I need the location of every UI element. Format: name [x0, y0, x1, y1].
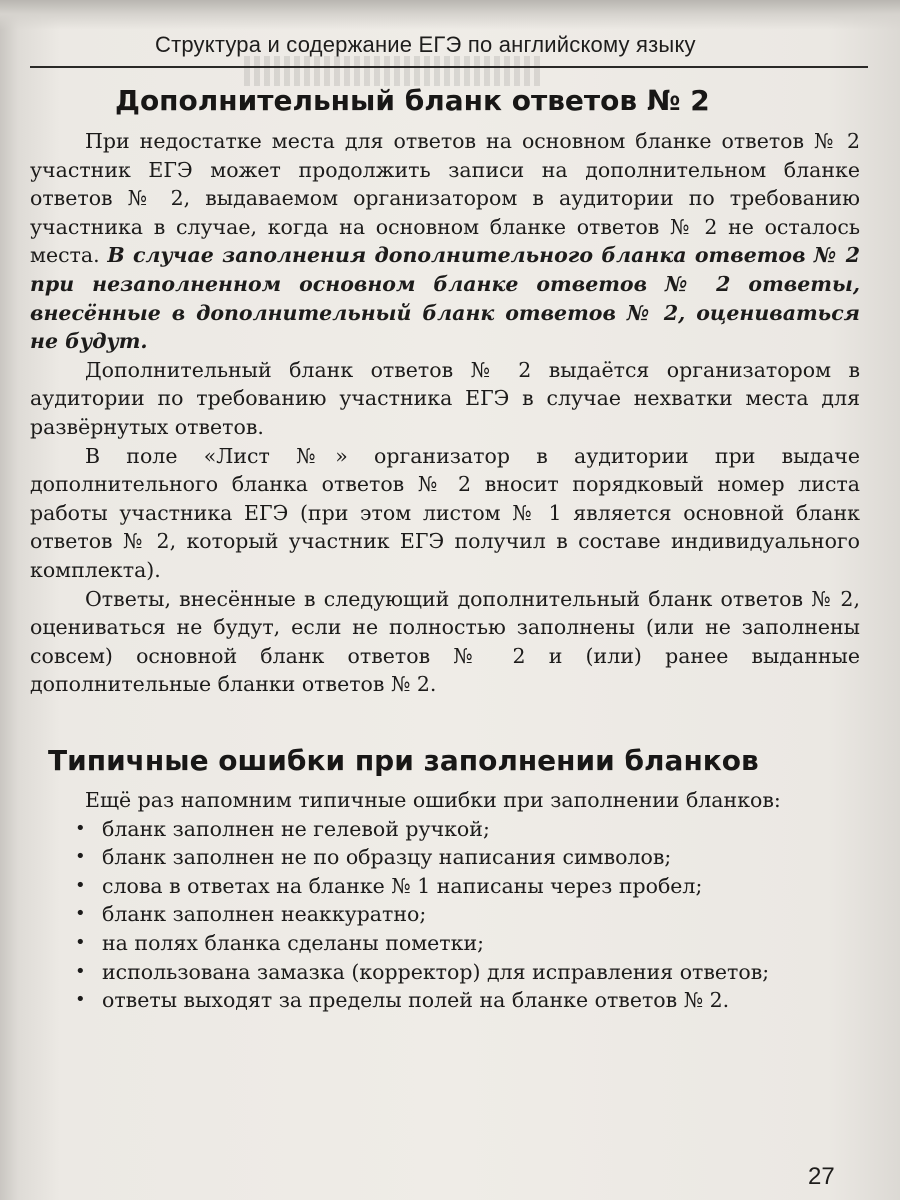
list-item-text: ответы выходят за пределы полей на бланке ответов № 2.: [102, 988, 730, 1013]
list-item-text: бланк заполнен не гелевой ручкой;: [102, 816, 490, 841]
list-item-text: слова в ответах на бланке № 1 написаны через пробел;: [102, 873, 703, 898]
bullet-icon: •: [75, 931, 86, 953]
list-item: [30, 872, 860, 901]
bullet-icon: •: [75, 903, 86, 925]
section-body-additional-form: [30, 127, 860, 699]
bullet-icon: •: [75, 874, 86, 896]
paragraph-3: В поле «Лист №» организатор в аудитории при выдаче дополнительного бланка ответов № 2 вносит порядковый номер листа работы участника ЕГЭ (при этом листом № 1 является основной бланк ответов № 2, который участник ЕГЭ получил в составе индивидуального комплекта).: [30, 443, 860, 582]
paragraph-2: Дополнительный бланк ответов № 2 выдаётся организатором в аудитории по требованию участника ЕГЭ в случае нехватки места для развёрнутых ответов.: [30, 357, 860, 439]
bullet-icon: •: [75, 817, 86, 839]
list-item: [30, 815, 860, 844]
typical-errors-block: [30, 786, 860, 1015]
header-rule: [30, 66, 868, 68]
bullet-icon: •: [75, 846, 86, 868]
list-item: [30, 986, 860, 1015]
typical-errors-list: [30, 815, 860, 1015]
list-item-text: бланк заполнен не по образцу написания символов;: [102, 845, 672, 870]
bullet-icon: •: [75, 960, 86, 982]
typical-errors-intro: Ещё раз напомним типичные ошибки при заполнении бланков:: [85, 788, 781, 812]
list-item: [30, 843, 860, 872]
paragraph-1: [30, 127, 860, 356]
paragraph-1-plain: При недостатке места для ответов на основном бланке ответов № 2 участник ЕГЭ может продолжить записи на дополнительном бланке ответов № 2, выдаваемом организатором в аудитории по требованию участника в случае, когда на основном бланке ответов № 2 не осталось места.: [30, 129, 860, 268]
list-item-text: на полях бланка сделаны пометки;: [102, 930, 485, 955]
page-number: 27: [808, 1163, 835, 1190]
list-item: [30, 900, 860, 929]
running-header: Структура и содержание ЕГЭ по английскому языку: [155, 32, 696, 57]
list-item-text: использована замазка (корректор) для исправления ответов;: [102, 959, 770, 984]
section-title-typical-errors: Типичные ошибки при заполнении бланков: [48, 744, 759, 777]
section-title-additional-form: Дополнительный бланк ответов № 2: [115, 84, 710, 117]
list-item: [30, 929, 860, 958]
list-item-text: бланк заполнен неаккуратно;: [102, 902, 427, 927]
page-top-shadow: [0, 0, 900, 30]
list-item: [30, 958, 860, 987]
bullet-icon: •: [75, 989, 86, 1011]
show-through-texture: [240, 56, 540, 86]
paragraph-4: Ответы, внесённые в следующий дополнительный бланк ответов № 2, оцениваться не будут, если не полностью заполнены (или не заполнены совсем) основной бланк ответов № 2 и (или) ранее выданные дополнительные бланки ответов № 2.: [30, 586, 860, 697]
paragraph-1-emphasis: В случае заполнения дополнительного бланка ответов № 2 при незаполненном основном бланке ответов № 2 ответы, внесённые в дополнительный бланк ответов № 2, оцениваться не будут.: [30, 243, 860, 354]
